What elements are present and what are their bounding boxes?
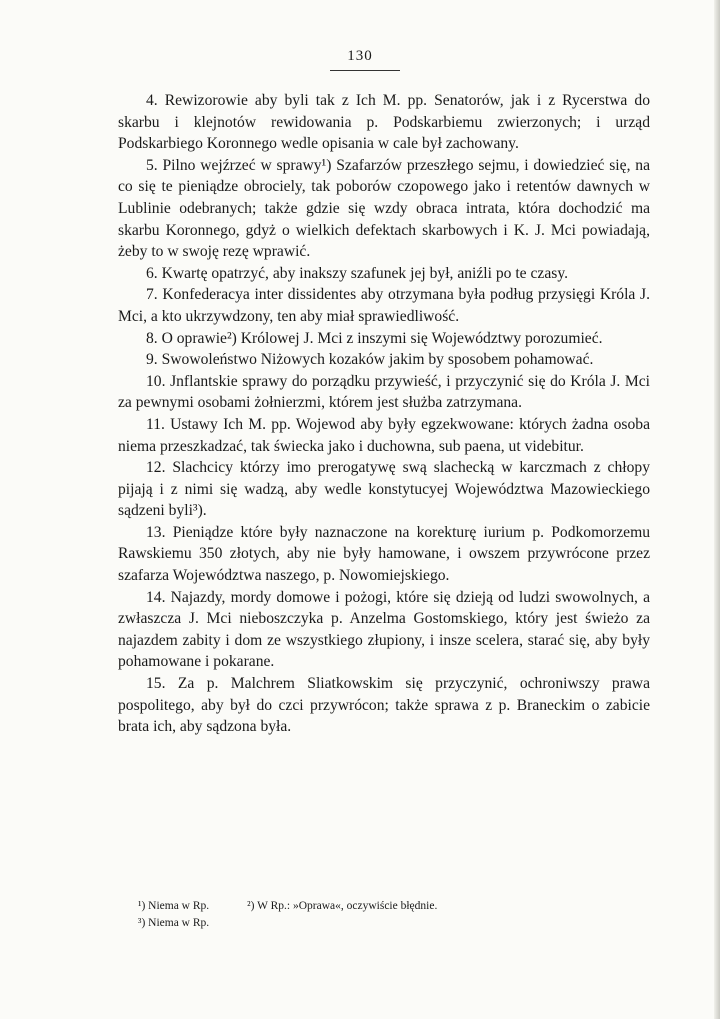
- paragraph-7: 7. Konfederacya inter dissidentes aby otrzymana była podług przysięgi Króla J. Mci, a kto ukrzywdzony, ten aby miał sprawiedliwość.: [118, 286, 650, 325]
- paragraph-8: 8. O oprawie²) Królowej J. Mci z inszymi się Województwy porozumieć.: [146, 329, 603, 347]
- paragraph-5: 5. Pilno wejźrzeć w sprawy¹) Szafarzów przeszłego sejmu, i dowiedzieć się, na co się te pieniądze obrociely, tak poborów czopowego jako i retentów dawnych w Lublinie odebranych; także gdzie się wzdy obraca intrata, która dochodzić ma skarbu Koronnego, gdyż o wielkich defektach skarbowych i K. J. Mci powiadają, żeby to w swoję rezę wprawić.: [118, 156, 650, 261]
- paragraph-6: 6. Kwartę opatrzyć, aby inakszy szafunek jej był, aniźli po te czasy.: [146, 264, 569, 282]
- paragraph-10: 10. Jnflantskie sprawy do porządku przywieść, i przyczynić się do Króla J. Mci za pewnymi osobami żołnierzmi, którem jest służba zatrzymana.: [118, 372, 650, 412]
- footnote-1: ¹) Niema w Rp.: [138, 900, 210, 912]
- paragraph-14: 14. Najazdy, mordy domowe i pożogi, które się dzieją od ludzi swowolnych, a zwłaszcza J. Mci nieboszczyka p. Anzelma Gostomskiego, który jest świeżo za najazdem zabity i dom ze wszystkiego złupiony, i insze scelera, starać się, aby były pohamowane i pokarane.: [118, 588, 650, 671]
- paragraph-4: 4. Rewizorowie aby byli tak z Ich M. pp. Senatorów, jak i z Rycerstwa do skarbu i klejnotów rewidowania p. Podskarbiemu zwierzonych; i urząd Podskarbiego Koronnego wedle opisania w cale był zachowany.: [118, 92, 650, 153]
- body-text: [118, 90, 650, 738]
- footnote-row: [138, 915, 618, 932]
- paragraph-15: 15. Za p. Malchrem Sliatkowskim się przyczynić, ochroniwszy prawa pospolitego, aby był do czci przywrócon; także sprawa z p. Braneckim o zabicie brata ich, aby sądzona była.: [118, 675, 650, 736]
- footnote-row: [138, 898, 618, 915]
- paragraph-12: 12. Slachcicy którzy imo prerogatywę swą slachecką w karczmach z chłopy pijają i z nimi się wadzą, aby wedle konstytucyej Województwa Mazowieckiego sądzeni byli³).: [118, 459, 650, 520]
- footnote-2: ²) W Rp.: »Oprawa«, oczywiście błędnie.: [247, 900, 438, 912]
- header-rule: [330, 70, 400, 71]
- paragraph-11: 11. Ustawy Ich M. pp. Wojewod aby były egzekwowane: których żadna osoba niema przeszkadzać, tak świecka jako i duchowna, sub paena, ut videbitur.: [118, 415, 650, 455]
- page-number: 130: [347, 48, 373, 64]
- scan-edge-shadow: [714, 0, 720, 1019]
- footnote-3: ³) Niema w Rp.: [138, 917, 210, 929]
- footnotes: [138, 898, 618, 932]
- paragraph-9: 9. Swowoleństwo Niżowych kozaków jakim by sposobem pohamować.: [146, 351, 594, 369]
- paragraph-13: 13. Pieniądze które były naznaczone na korekturę iurium p. Podkomorzemu Rawskiemu 350 złotych, aby nie były hamowane, i owszem przywrócone przez szafarza Województwa naszego, p. Nowomiejskiego.: [118, 523, 650, 585]
